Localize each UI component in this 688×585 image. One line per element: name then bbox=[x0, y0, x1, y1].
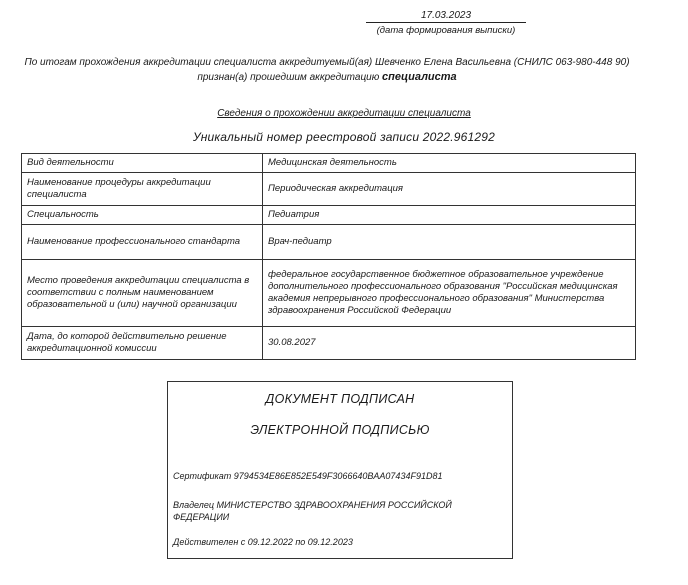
registry-number: Уникальный номер реестровой записи 2022.961292 bbox=[192, 130, 496, 144]
row-value: 30.08.2027 bbox=[263, 327, 636, 360]
extract-date-block bbox=[366, 10, 526, 36]
section-title: Сведения о прохождении аккредитации специалиста bbox=[217, 108, 471, 119]
row-value: федеральное государственное бюджетное образовательное учреждение дополнительного профессионального образования "Российская медицинская академия непрерывного профессионального образования" Министерства здравоохранения Российской Федерации bbox=[263, 260, 636, 327]
row-label: Наименование профессионального стандарта bbox=[22, 225, 263, 260]
row-label: Специальность bbox=[22, 206, 263, 225]
intro-text: По итогам прохождения аккредитации специалиста аккредитуемый(ая) Шевченко Елена Васильевна (СНИЛС 063-980-448 90) признан(а) прошедшим аккредитацию bbox=[24, 57, 630, 83]
extract-date-caption: (дата формирования выписки) bbox=[376, 25, 516, 36]
row-value: Медицинская деятельность bbox=[263, 154, 636, 173]
electronic-signature-stamp bbox=[167, 381, 513, 559]
table-row bbox=[22, 260, 636, 327]
extract-date: 17.03.2023 bbox=[366, 10, 526, 23]
row-label: Дата, до которой действительно решение аккредитационной комиссии bbox=[22, 327, 263, 360]
table-row bbox=[22, 225, 636, 260]
table-row bbox=[22, 206, 636, 225]
stamp-certificate: Сертификат 9794534E86E852E549F3066640BAA07434F91D81 bbox=[173, 471, 443, 481]
stamp-heading-line1: ДОКУМЕНТ ПОДПИСАН bbox=[265, 392, 415, 406]
stamp-heading-line2: ЭЛЕКТРОННОЙ ПОДПИСЬЮ bbox=[250, 423, 430, 437]
accreditation-table bbox=[21, 153, 636, 360]
intro-emphasis: специалиста bbox=[382, 71, 457, 83]
row-label: Место проведения аккредитации специалиста в соответствии с полным наименованием образовательной и (или) научной организации bbox=[22, 260, 263, 327]
row-value: Врач-педиатр bbox=[263, 225, 636, 260]
stamp-owner: Владелец МИНИСТЕРСТВО ЗДРАВООХРАНЕНИЯ РОССИЙСКОЙ ФЕДЕРАЦИИ bbox=[173, 500, 452, 522]
row-label: Вид деятельности bbox=[22, 154, 263, 173]
row-label: Наименование процедуры аккредитации специалиста bbox=[22, 173, 263, 206]
table-row bbox=[22, 327, 636, 360]
table-row bbox=[22, 173, 636, 206]
intro-paragraph bbox=[22, 56, 632, 85]
row-value: Периодическая аккредитация bbox=[263, 173, 636, 206]
table-row bbox=[22, 154, 636, 173]
row-value: Педиатрия bbox=[263, 206, 636, 225]
stamp-validity: Действителен с 09.12.2022 по 09.12.2023 bbox=[173, 537, 353, 547]
